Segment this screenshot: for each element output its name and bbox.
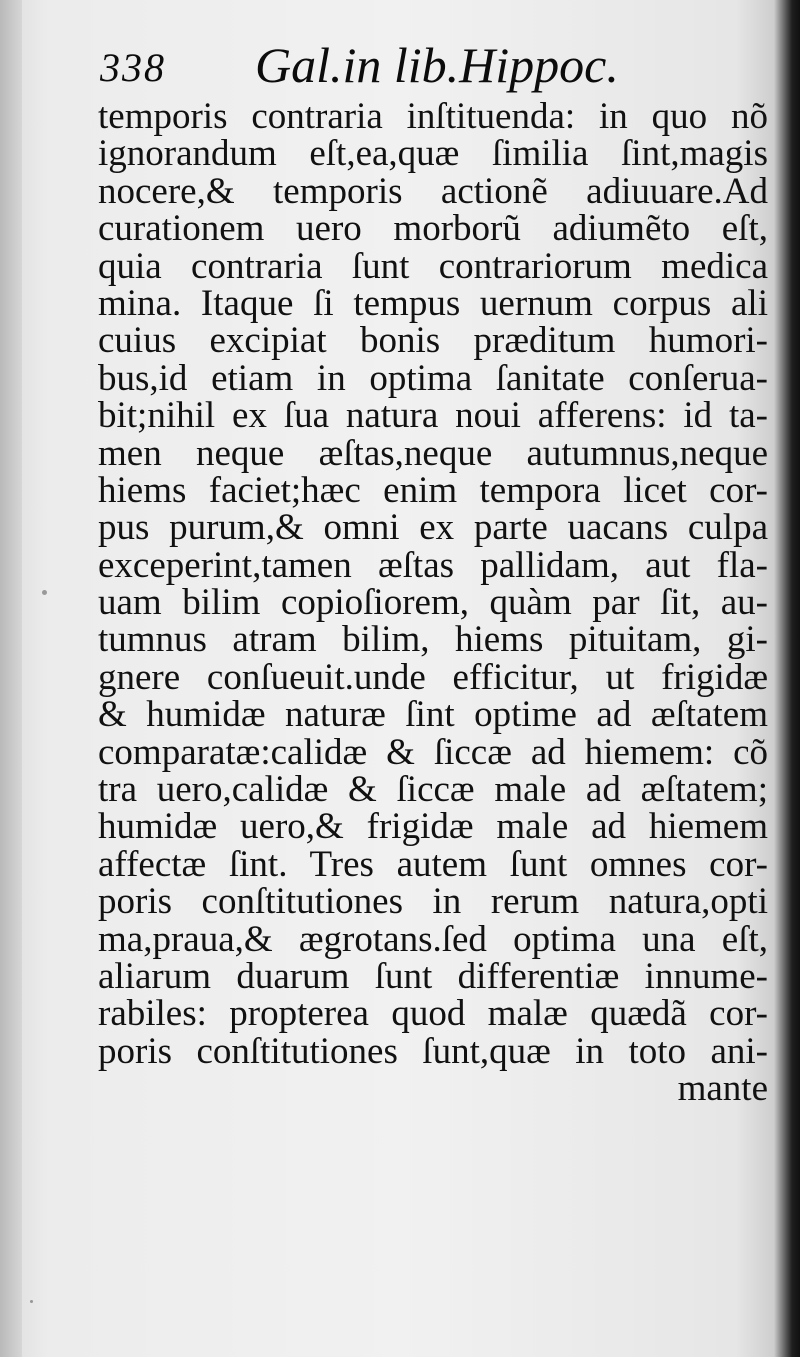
paper-speck (42, 590, 47, 595)
text-line: rabiles: propterea quod malæ quædã cor- (98, 993, 768, 1035)
text-line: humidæ uero,& frigidæ male ad hiemem (98, 806, 768, 848)
text-line: curationem uero morborũ adiumẽto eſt, (98, 208, 768, 250)
text-line: quia contraria ſunt contrariorum medica (98, 245, 768, 287)
running-title: Gal.in lib.Hippoc. (255, 37, 619, 93)
text-line: mina. Itaque ſi tempus uernum corpus ali (98, 282, 768, 324)
text-line: ma,praua,& ægrotans.ſed optima una eſt, (98, 918, 768, 960)
text-line: tra uero,calidæ & ſiccæ male ad æſtatem; (98, 769, 768, 811)
text-line: men neque æſtas,neque autumnus,neque (98, 432, 768, 474)
page-gutter (0, 0, 22, 1357)
page-number: 338 (100, 45, 166, 90)
page-header (100, 36, 760, 96)
text-line: & humidæ naturæ ſint optime ad æſtatem (98, 694, 768, 736)
text-line: bit;nihil ex ſua natura noui afferens: id ta- (98, 395, 768, 437)
text-line: temporis contraria inſtituenda: in quo nõ (98, 96, 768, 137)
text-line: tumnus atram bilim, hiems pituitam, gi- (98, 619, 768, 661)
text-line: ignorandum eſt,ea,quæ ſimilia ſint,magis (98, 133, 768, 175)
text-line: cuius excipiat bonis præditum humori- (98, 320, 768, 362)
text-line: hiems faciet;hæc enim tempora licet cor- (98, 469, 768, 511)
text-line: gnere conſueuit.unde efficitur, ut frigidæ (98, 656, 768, 698)
text-line: pus purum,& omni ex parte uacans culpa (98, 507, 768, 549)
text-line: bus,id etiam in optima ſanitate conſerua- (98, 357, 768, 399)
text-line: poris conſtitutiones in rerum natura,opti (98, 881, 768, 923)
text-line: uam bilim copioſiorem, quàm par ſit, au- (98, 582, 768, 624)
text-line: poris conſtitutiones ſunt,quæ in toto ani- (98, 1030, 768, 1072)
text-line: affectæ ſint. Tres autem ſunt omnes cor- (98, 843, 768, 885)
text-line: aliarum duarum ſunt differentiæ innume- (98, 955, 768, 997)
page-shadow-edge (774, 0, 800, 1357)
text-line: nocere,& temporis actionẽ adiuuare.Ad (98, 170, 768, 212)
text-line: comparatæ:calidæ & ſiccæ ad hiemem: cõ (98, 731, 768, 773)
paper-speck (30, 1300, 33, 1303)
text-line: exceperint,tamen æſtas pallidam, aut fla- (98, 544, 768, 586)
catchword: mante (677, 1068, 768, 1110)
body-text (98, 98, 768, 1108)
